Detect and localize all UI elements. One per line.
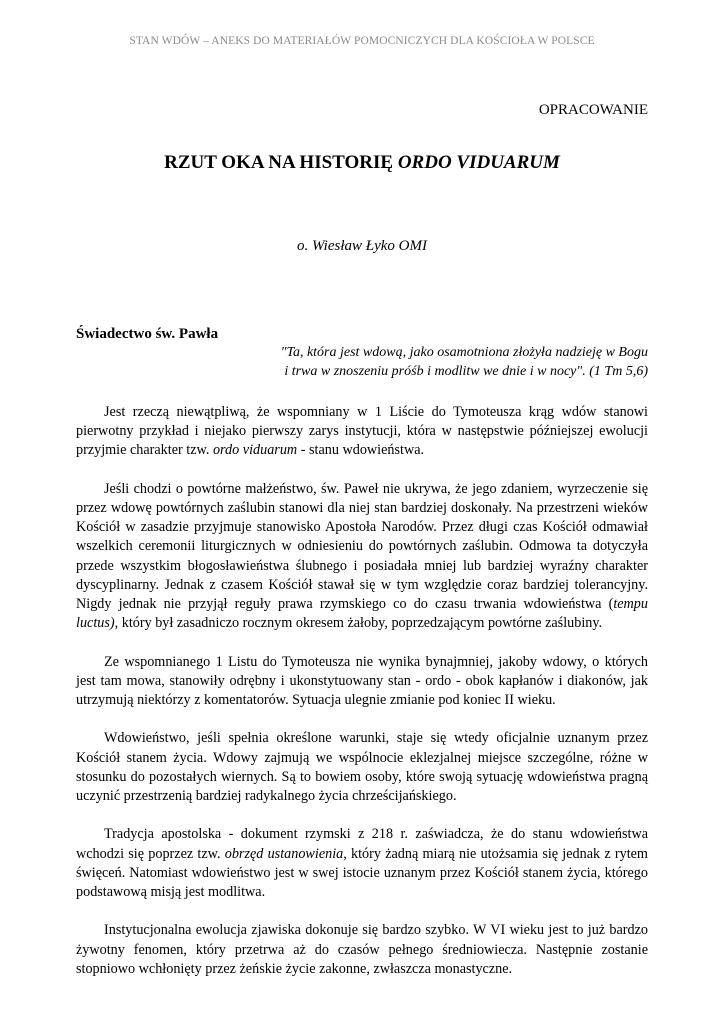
text-run: - stanu wdowieństwa. (297, 442, 425, 459)
paragraph-2 (76, 480, 648, 634)
epigraph-quote (281, 344, 648, 381)
title-italic: ORDO VIDUARUM (397, 152, 560, 173)
text-run: który był zasadniczo rocznym okresem żałoby, poprzedzającym powtórne zaślubiny. (118, 615, 603, 632)
text-run: Jeśli chodzi o powtórne małżeństwo, św. Paweł nie ukrywa, że jego zdaniem, wyrzeczenie się przez wdowę powtórnych zaślubin stanowi dla niej stan bardziej doskonały. Na przestrzeni wieków Kościół w zasadzie przyjmuje stanowisko Apostoła Narodów. Przez długi czas Kościół odmawiał wszelkich ceremonii liturgicznych w odniesieniu do powtórnych zaślubin. Odmowa ta dotyczyła przede wszystkim błogosławieństwa ślubnego i posiadała mniej lub bardziej wyraźny charakter dyscyplinarny. Jednak z czasem Kościół stawał się w tym względzie coraz bardziej tolerancyjny. Nigdy jednak nie przyjął reguły prawa rzymskiego co do czasu trwania wdowieństwa ( (76, 480, 648, 613)
paragraph-4: Wdowieństwo, jeśli spełnia określone warunki, staje się wtedy oficjalnie uznanym przez Kościół stanem życia. Wdowy zajmują we wspólnocie eklezjalnej miejsce szczególne, różne w stosunku do pozostałych wiernych. Są to bowiem osoby, które swoją sytuację wdowieństwa pragną uczynić przestrzenią bardziej radykalnego życia chrześcijańskiego. (76, 730, 648, 805)
italic-term: tempu luctus), (76, 596, 648, 632)
paragraph-5 (76, 825, 648, 902)
author: o. Wiesław Łyko OMI (297, 238, 427, 254)
epigraph-line: i trwa w znoszeniu próśb i modlitw we dnie i w nocy". (1 Tm 5,6) (284, 363, 648, 379)
text-run: Tradycja apostolska - dokument rzymski z 218 r. zaświadcza, że do stanu wdowieństwa wchodzi się poprzez tzw. (76, 826, 648, 862)
italic-term: ordo viduarum (212, 442, 298, 459)
epigraph-line: "Ta, która jest wdową, jako osamotniona złożyła nadzieję w Bogu (280, 345, 648, 360)
section-label: OPRACOWANIE (538, 102, 648, 118)
running-header: STAN WDÓW – ANEKS DO MATERIAŁÓW POMOCNICZYCH DLA KOŚCIOŁA W POLSCE (129, 35, 595, 47)
paragraph-1 (76, 403, 648, 461)
title-main: RZUT OKA NA HISTORIĘ (164, 152, 398, 173)
body-text (76, 403, 648, 998)
document-title (0, 152, 724, 174)
paragraph-6: Instytucjonalna ewolucja zjawiska dokonuje się bardzo szybko. W VI wieku jest to już bardzo żywotny fenomen, który przetrwa aż do czasów pełnego średniowiecza. Następnie zostanie stopniowo wchłonięty przez żeńskie życie zakonne, zwłaszcza monastyczne. (76, 922, 648, 977)
italic-term: obrzęd ustanowienia (224, 845, 344, 862)
text-run: Jest rzeczą niewątpliwą, że wspomniany w 1 Liście do Tymoteusza krąg wdów stanowi pierwotny przykład i niejako pierwszy zarys instytucji, która w następstwie późniejszej ewolucji przyjmie charakter tzw. (76, 404, 648, 459)
paragraph-3: Ze wspomnianego 1 Listu do Tymoteusza nie wynika bynajmniej, jakoby wdowy, o których jest tam mowa, stanowiły odrębny i ukonstytuowany stan - ordo - obok kapłanów i diakonów, jak utrzymują niektórzy z komentatorów. Sytuacja ulegnie zmianie pod koniec II wieku. (76, 653, 648, 709)
text-run: , który żadną miarą nie utożsamia się jednak z rytem święceń. Natomiast wdowieństwo jest w swej istocie uznanym przez Kościół stanem życia, którego podstawową misją jest modlitwa. (76, 845, 648, 901)
section-subheading: Świadectwo św. Pawła (76, 326, 219, 342)
